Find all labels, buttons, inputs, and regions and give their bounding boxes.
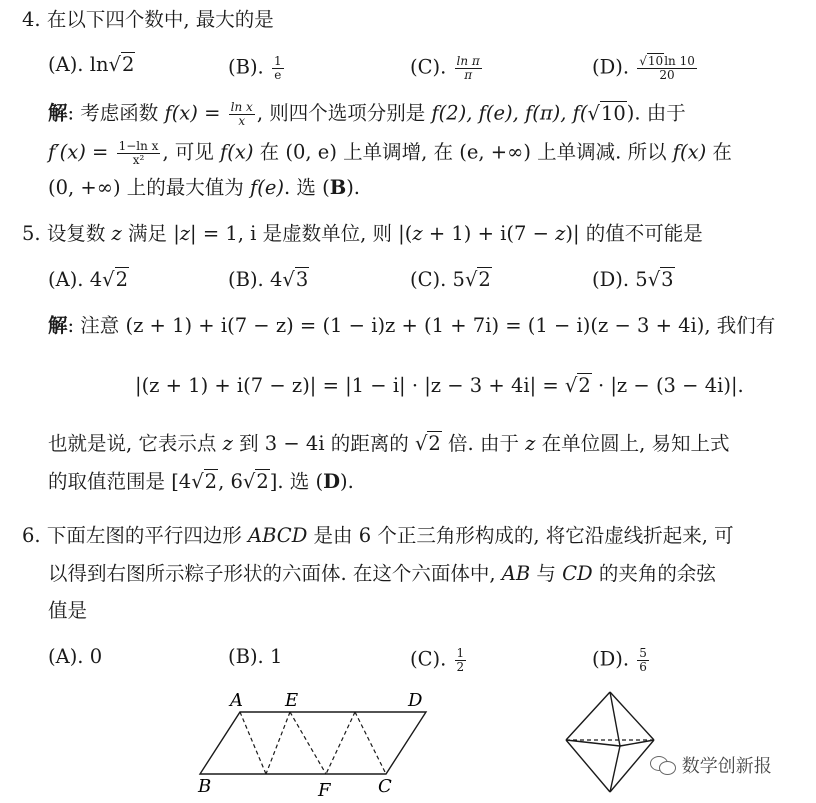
q5-option-c: (C). 5√2 [410, 268, 491, 291]
q5-solution-line3: 也就是说, 它表示点 z 到 3 − 4i 的距离的 √2 倍. 由于 z 在单位圆上, 易知上式 [48, 432, 730, 455]
q6-number: 6. [22, 524, 41, 547]
q6-stem-line3: 值是 [48, 599, 88, 622]
hexahedron-figure [558, 688, 668, 798]
label-e: E [285, 690, 299, 711]
wechat-icon [650, 755, 676, 775]
label-c: C [378, 776, 392, 797]
q5-option-b: (B). 4√3 [228, 268, 309, 291]
parallelogram-outline [200, 712, 426, 774]
q6-option-a: (A). 0 [48, 645, 103, 668]
q4-solution-line3: (0, +∞) 上的最大值为 f(e). 选 (B). [48, 176, 360, 199]
fraction: $\frac{1}{e}$ [273, 54, 282, 82]
q4-answer: B [329, 176, 347, 199]
q4-option-d: (D). $\frac{√10\ln 10}{20}$ [592, 54, 695, 82]
q4-stem-line [22, 10, 274, 30]
q5-solution-line1: 解: 注意 (z + 1) + i(7 − z) = (1 − i)z + (1 + 7i) = (1 − i)(z − 3 + 4i), 我们有 [48, 314, 776, 337]
label-b: B [198, 776, 212, 797]
label-f: F [318, 780, 331, 800]
q4-solution-line2: f′(x) = $\frac{\text{1−ln x}}{\text{x²}}$ , 可见 f(x) 在 (0, e) 上单调增, 在 (e, +∞) 上单调减. 所以 f(x) 在 [48, 139, 732, 167]
q4-solution-line1: 解: 考虑函数 f(x) = $\frac{\text{ln x}}{x}$ , 则四个选项分别是 f(2), f(e), f(π), f(√10). 由于 [48, 100, 686, 128]
q4-option-c: (C). $\frac{\text{ln π}}{\pi}$ [410, 54, 480, 82]
q6-stem-line1: 6. 下面左图的平行四边形 ABCD 是由 6 个正三角形构成的, 将它沿虚线折起来, 可 [22, 524, 734, 547]
fraction: $\frac{\text{ln π}}{\pi}$ [456, 54, 480, 82]
label-a: A [230, 690, 243, 711]
q5-number: 5. [22, 222, 41, 245]
q6-option-d: (D). $\frac{5}{6}$ [592, 646, 647, 674]
fraction: $\frac{√10\ln 10}{20}$ [639, 54, 695, 82]
q6-option-c: (C). $\frac{1}{2}$ [410, 646, 465, 674]
q4-option-a: (A). ln√2 [48, 53, 135, 76]
q4-stem: 在以下四个数中, 最大的是 [46, 8, 274, 31]
q5-solution-line4: 的取值范围是 [4√2, 6√2]. 选 (D). [48, 470, 354, 493]
q5-option-d: (D). 5√3 [592, 268, 674, 291]
label-d: D [408, 690, 423, 711]
q6-option-b: (B). 1 [228, 645, 283, 668]
watermark: 数学创新报 [650, 752, 772, 778]
q4-option-b: (B). $\frac{1}{e}$ [228, 54, 282, 82]
q6-stem-line2: 以得到右图所示粽子形状的六面体. 在这个六面体中, AB 与 CD 的夹角的余弦 [48, 562, 716, 585]
q5-option-a: (A). 4√2 [48, 268, 128, 291]
q5-answer: D [323, 470, 340, 493]
q4-number: 4. [22, 8, 41, 31]
q5-solution-display-equation: |(z + 1) + i(7 − z)| = |1 − i| · |z − 3 + 4i| = √2 · |z − (3 − 4i)|. [135, 374, 744, 397]
parallelogram-figure [190, 688, 450, 800]
fold-lines [240, 712, 386, 774]
q5-stem-line: 5. 设复数 z 满足 |z| = 1, i 是虚数单位, 则 |(z + 1) + i(7 − z)| 的值不可能是 [22, 222, 703, 245]
sqrt-symbol: √2 [108, 53, 135, 76]
